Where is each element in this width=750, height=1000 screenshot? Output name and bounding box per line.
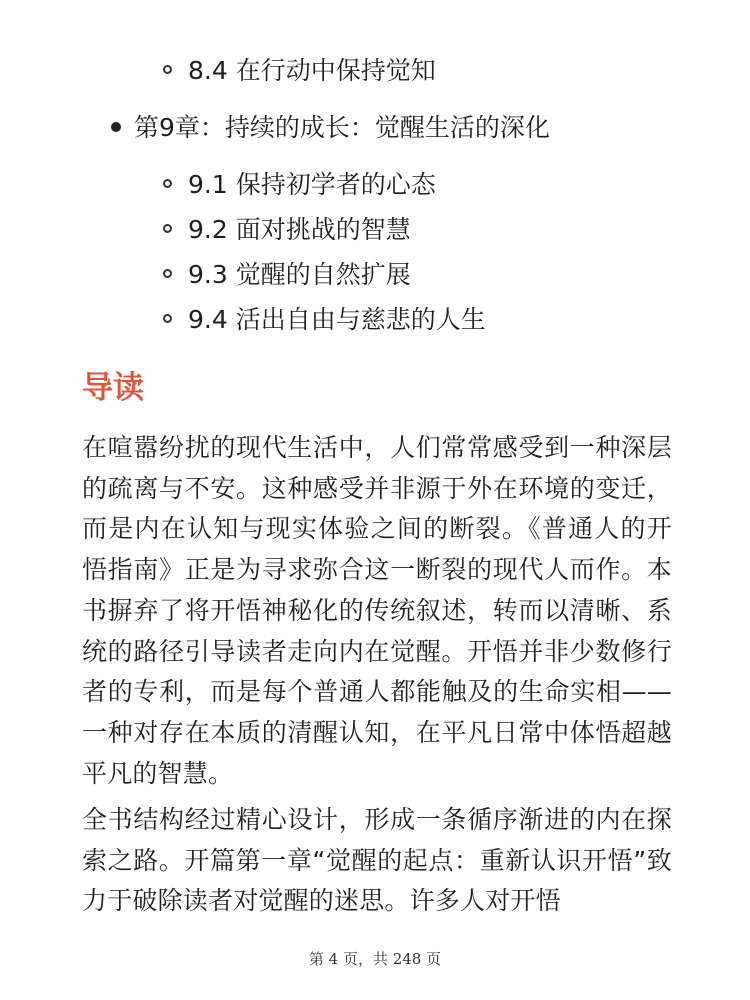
section-heading: 导读: [82, 370, 144, 406]
hollow-bullet-icon: [163, 179, 172, 188]
table-of-contents: [0, 48, 750, 342]
toc-item-9-1[interactable]: [0, 162, 750, 207]
body-paragraph-2: 全书结构经过精心设计，形成一条循序渐进的内在探索之路。开篇第一章“觉醒的起点：重新认识开悟”致力于破除读者对觉醒的迷思。许多人对开悟: [82, 805, 672, 916]
hollow-bullet-icon: [163, 269, 172, 278]
hollow-bullet-icon: [163, 65, 172, 74]
toc-item-chapter-9[interactable]: [0, 105, 750, 150]
toc-item-label: 9.1 保持初学者的心态: [188, 170, 436, 199]
solid-bullet-icon: [111, 122, 121, 132]
toc-item-9-2[interactable]: [0, 207, 750, 252]
toc-item-9-3[interactable]: [0, 252, 750, 297]
hollow-bullet-icon: [163, 224, 172, 233]
toc-item-9-4[interactable]: [0, 297, 750, 342]
toc-item-label: 8.4 在行动中保持觉知: [188, 56, 436, 85]
body-paragraph-1: 在喧嚣纷扰的现代生活中，人们常常感受到一种深层的疏离与不安。这种感受并非源于外在环境的变迁，而是内在认知与现实体验之间的断裂。《普通人的开悟指南》正是为寻求弥合这一断裂的现代人而作。本书摒弃了将开悟神秘化的传统叙述，转而以清晰、系统的路径引导读者走向内在觉醒。开悟并非少数修行者的专利，而是每个普通人都能触及的生命实相——一种对存在本质的清醒认知，在平凡日常中体悟超越平凡的智慧。: [82, 433, 672, 788]
toc-item-label: 9.3 觉醒的自然扩展: [188, 260, 411, 289]
toc-item-label: 第9章：持续的成长：觉醒生活的深化: [134, 113, 550, 142]
toc-item-label: 9.2 面对挑战的智慧: [188, 215, 411, 244]
hollow-bullet-icon: [163, 314, 172, 323]
toc-item-label: 9.4 活出自由与慈悲的人生: [188, 305, 486, 334]
toc-item-8-4[interactable]: [0, 48, 750, 93]
page-number-footer: 第 4 页，共 248 页: [308, 950, 442, 968]
